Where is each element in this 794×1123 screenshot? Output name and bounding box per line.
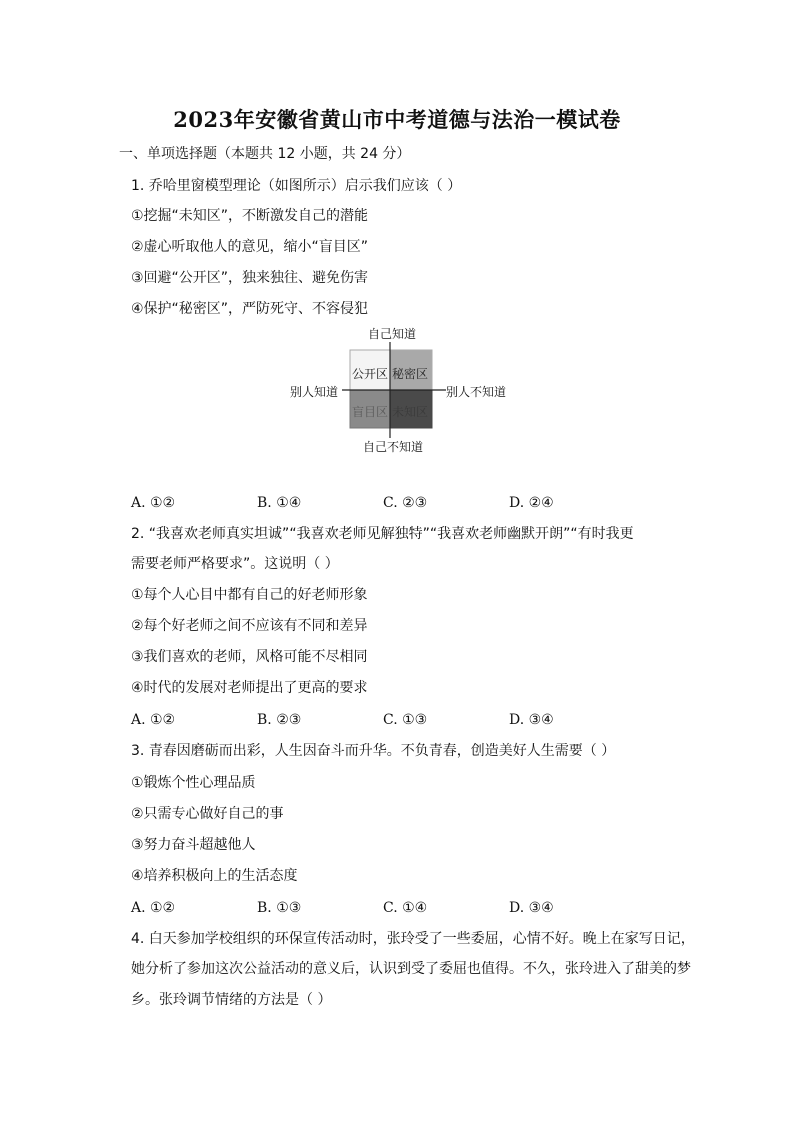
question-2-item-3: ③我们喜欢的老师，风格可能不尽相同	[131, 649, 368, 665]
axis-label-right: 别人不知道	[446, 385, 507, 399]
axis-label-bottom: 自己不知道	[363, 440, 424, 454]
axis-label-top: 自己知道	[368, 327, 417, 341]
question-1-option-a[interactable]: A. ①②	[131, 495, 176, 511]
question-3-option-c[interactable]: C. ①④	[383, 900, 428, 916]
axis-label-left: 别人知道	[290, 385, 339, 399]
question-3-item-4: ④培养积极向上的生活态度	[131, 868, 298, 884]
question-3-item-2: ②只需专心做好自己的事	[131, 806, 284, 822]
question-1-item-3: ③回避“公开区”，独来独往、避免伤害	[131, 270, 369, 286]
question-2-item-4: ④时代的发展对老师提出了更高的要求	[131, 680, 368, 696]
question-2-stem-line-1: 2. “我喜欢老师真实坦诚”“我喜欢老师见解独特”“我喜欢老师幽默开朗”“有时我更	[131, 526, 634, 542]
question-2-stem-line-2: 需要老师严格要求”。这说明（ ）	[131, 556, 339, 572]
question-2-option-b[interactable]: B. ②③	[257, 712, 302, 728]
question-2-option-d[interactable]: D. ③④	[509, 712, 554, 728]
johari-window-diagram	[280, 322, 520, 462]
question-2-item-2: ②每个好老师之间不应该有不同和差异	[131, 618, 368, 634]
question-1-item-4: ④保护“秘密区”，严防死守、不容侵犯	[131, 301, 369, 317]
question-4-stem-line-1: 4. 白天参加学校组织的环保宣传活动时，张玲受了一些委屈，心情不好。晚上在家写日记，	[131, 931, 695, 947]
question-3-option-b[interactable]: B. ①③	[257, 900, 302, 916]
quadrant-label-secret: 秘密区	[392, 367, 429, 381]
question-2-option-a[interactable]: A. ①②	[131, 712, 176, 728]
question-3-item-3: ③努力奋斗超越他人	[131, 837, 256, 853]
quadrant-label-unknown: 未知区	[392, 405, 429, 419]
page-title: 2023年安徽省黄山市中考道德与法治一模试卷	[173, 107, 621, 132]
question-3-stem: 3. 青春因磨砺而出彩，人生因奋斗而升华。不负青春，创造美好人生需要（ ）	[131, 743, 616, 759]
question-1-item-1: ①挖掘“未知区”，不断激发自己的潜能	[131, 208, 369, 224]
question-2-item-1: ①每个人心目中都有自己的好老师形象	[131, 587, 368, 603]
question-4-stem-line-3: 乡。张玲调节情绪的方法是（ ）	[131, 992, 332, 1008]
section-heading: 一、单项选择题（本题共 12 小题，共 24 分）	[119, 146, 411, 162]
question-1-option-d[interactable]: D. ②④	[509, 495, 554, 511]
question-2-option-c[interactable]: C. ①③	[383, 712, 428, 728]
question-1-option-c[interactable]: C. ②③	[383, 495, 428, 511]
question-3-item-1: ①锻炼个性心理品质	[131, 775, 256, 791]
question-3-option-a[interactable]: A. ①②	[131, 900, 176, 916]
quadrant-label-open: 公开区	[352, 367, 389, 381]
question-1-stem: 1. 乔哈里窗模型理论（如图所示）启示我们应该（ ）	[131, 178, 462, 194]
question-4-stem-line-2: 她分析了参加这次公益活动的意义后，认识到受了委屈也值得。不久，张玲进入了甜美的梦	[131, 961, 691, 977]
question-3-option-d[interactable]: D. ③④	[509, 900, 554, 916]
question-1-item-2: ②虚心听取他人的意见，缩小“盲目区”	[131, 239, 369, 255]
question-1-option-b[interactable]: B. ①④	[257, 495, 302, 511]
quadrant-label-blind: 盲目区	[352, 405, 389, 419]
